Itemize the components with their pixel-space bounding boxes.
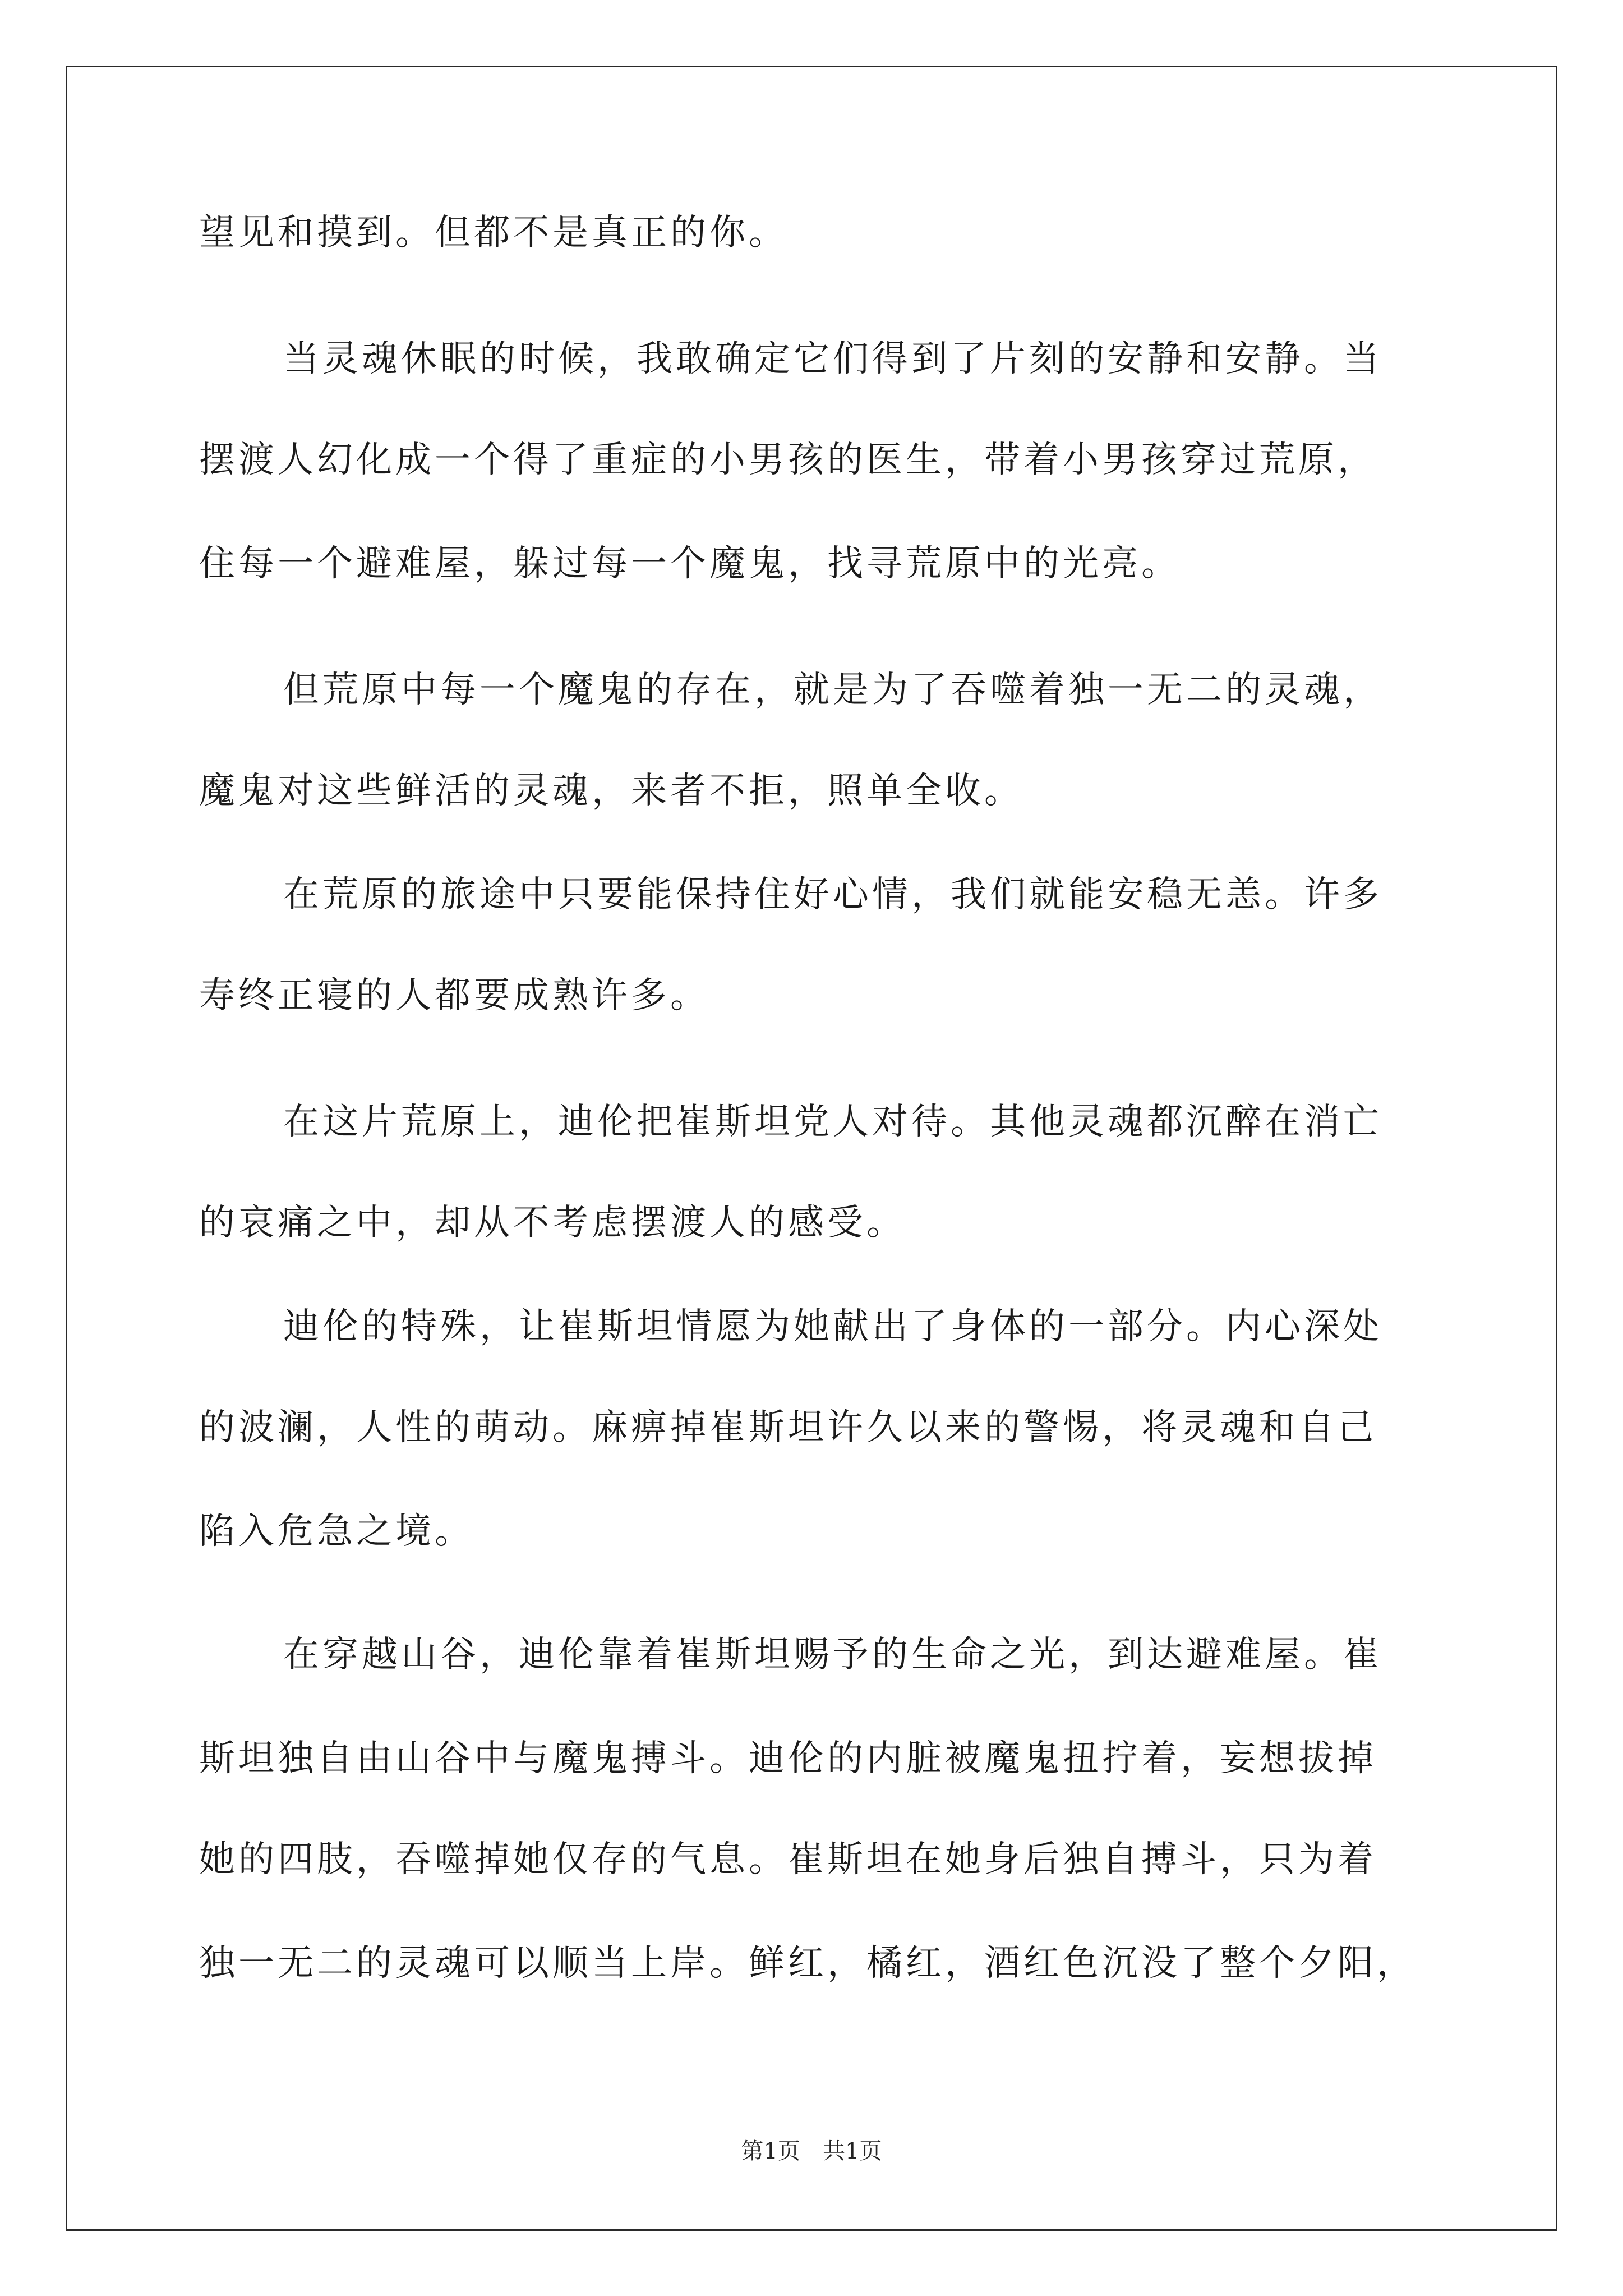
text-line: 斯坦独自由山谷中与魔鬼搏斗。迪伦的内脏被魔鬼扭拧着，妄想拔掉 (199, 1738, 1377, 1779)
text-line: 独一无二的灵魂可以顺当上岸。鲜红，橘红，酒红色沉没了整个夕阳， (199, 1943, 1416, 1984)
text-line: 魔鬼对这些鲜活的灵魂，来者不拒，照单全收。 (199, 770, 1023, 812)
text-line: 摆渡人幻化成一个得了重症的小男孩的医生，带着小男孩穿过荒原， (199, 439, 1377, 481)
text-line: 她的四肢，吞噬掉她仅存的气息。崔斯坦在她身后独自搏斗，只为着 (199, 1839, 1377, 1880)
page-number: 第1页 共1页 (741, 2138, 882, 2164)
page-border (66, 66, 1557, 2231)
text-line: 迪伦的特殊，让崔斯坦情愿为她献出了身体的一部分。内心深处 (283, 1306, 1382, 1347)
text-line: 住每一个避难屋，躲过每一个魔鬼，找寻荒原中的光亮。 (199, 543, 1181, 585)
text-line: 寿终正寝的人都要成熟许多。 (199, 975, 709, 1016)
text-line: 但荒原中每一个魔鬼的存在，就是为了吞噬着独一无二的灵魂， (283, 669, 1382, 711)
text-line: 陷入危急之境。 (199, 1511, 474, 1552)
text-line: 的哀痛之中，却从不考虑摆渡人的感受。 (199, 1202, 906, 1244)
text-line: 在荒原的旅途中只要能保持住好心情，我们就能安稳无恙。许多 (283, 874, 1382, 915)
text-line: 在穿越山谷，迪伦靠着崔斯坦赐予的生命之光，到达避难屋。崔 (283, 1634, 1382, 1676)
text-line: 当灵魂休眠的时候，我敢确定它们得到了片刻的安静和安静。当 (283, 338, 1382, 380)
text-line: 望见和摸到。但都不是真正的你。 (199, 212, 788, 254)
text-line: 在这片荒原上，迪伦把崔斯坦党人对待。其他灵魂都沉醉在消亡 (283, 1101, 1382, 1143)
text-line: 的波澜，人性的萌动。麻痹掉崔斯坦许久以来的警惕，将灵魂和自己 (199, 1407, 1377, 1448)
